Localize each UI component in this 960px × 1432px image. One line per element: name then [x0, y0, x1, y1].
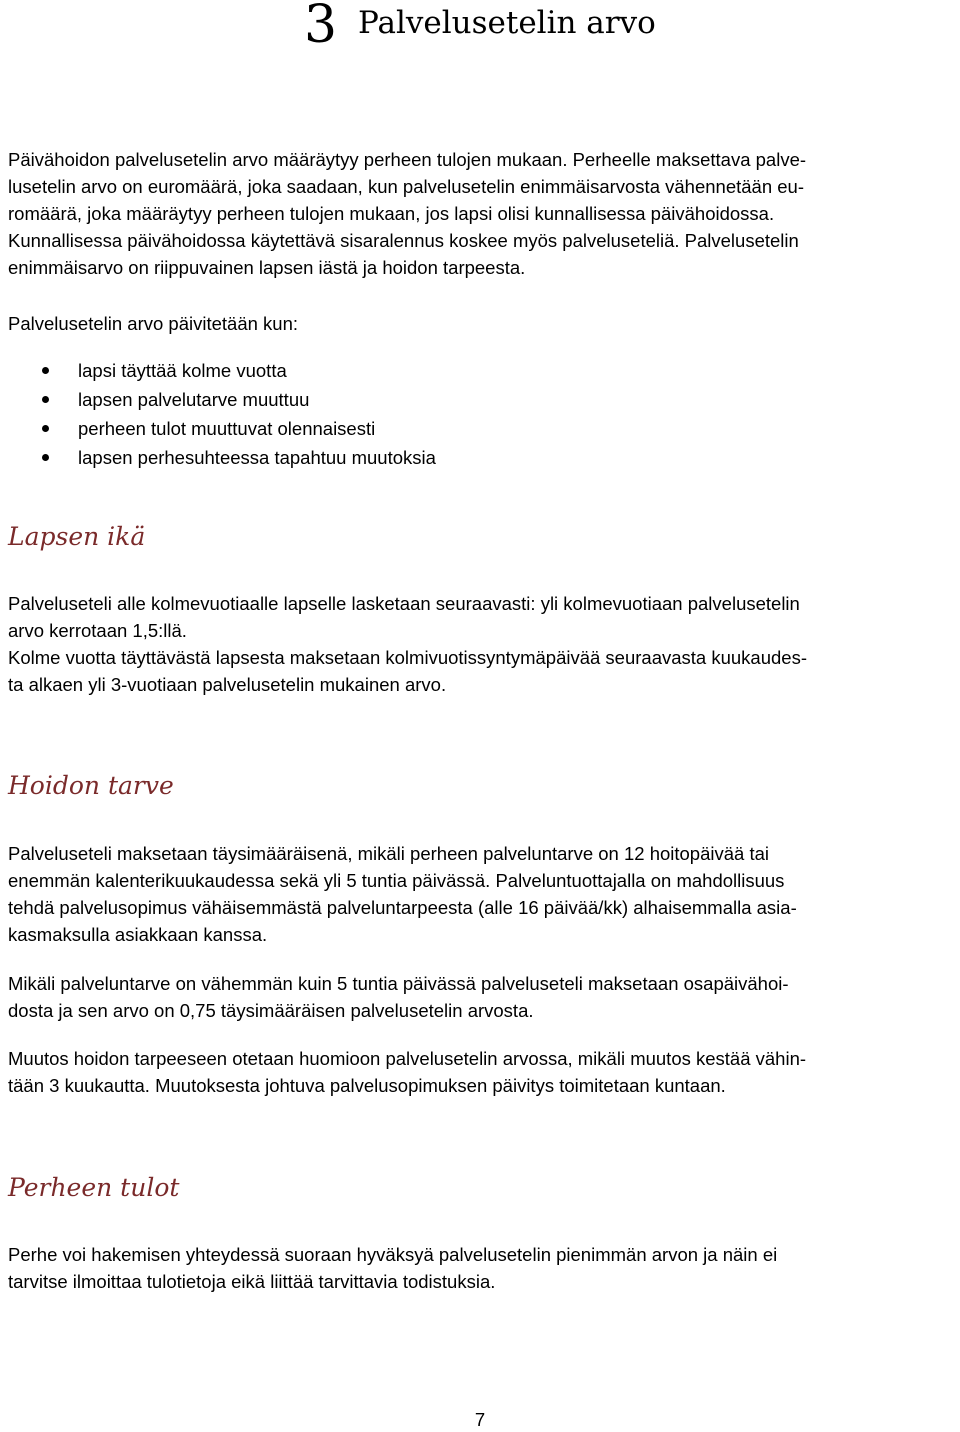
bullet-icon	[42, 396, 49, 403]
text-line: Palvelusetelin arvo päivitetään kun:	[8, 313, 299, 334]
update-lead-paragraph	[8, 310, 952, 337]
care-paragraph-1	[8, 840, 952, 948]
update-criteria-list	[8, 356, 436, 472]
bullet-icon	[42, 367, 49, 374]
text-line: enemmän kalenterikuukaudessa sekä yli 5 tuntia päivässä. Palveluntuottajalla on mahdollisuus	[8, 870, 785, 891]
list-item-text: lapsen perhesuhteessa tapahtuu muutoksia	[78, 447, 436, 468]
text-line: romäärä, joka määräytyy perheen tulojen mukaan, jos lapsi olisi kunnallisessa päivähoidossa.	[8, 203, 775, 224]
text-line: tarvitse ilmoittaa tulotietoja eikä liittää tarvittavia todistuksia.	[8, 1271, 496, 1292]
text-line: tehdä palvelusopimus vähäisemmästä palveluntarpeesta (alle 16 päivää/kk) alhaisemmalla asia-	[8, 897, 797, 918]
text-line: lusetelin arvo on euromäärä, joka saadaan, kun palvelusetelin enimmäisarvosta vähennetään eu-	[8, 176, 804, 197]
list-item-text: lapsi täyttää kolme vuotta	[78, 360, 287, 381]
bullet-icon	[42, 454, 49, 461]
income-paragraph	[8, 1241, 952, 1295]
text-line: Muutos hoidon tarpeeseen otetaan huomioon palvelusetelin arvossa, mikäli muutos kestää vähin-	[8, 1048, 807, 1069]
text-line: enimmäisarvo on riippuvainen lapsen iästä ja hoidon tarpeesta.	[8, 257, 526, 278]
care-paragraph-2	[8, 970, 952, 1024]
chapter-title: Palvelusetelin arvo	[358, 5, 656, 41]
list-item-text: lapsen palvelutarve muuttuu	[78, 389, 310, 410]
bullet-icon	[42, 425, 49, 432]
chapter-number: 3	[304, 0, 338, 55]
section-heading-income: Perheen tulot	[8, 1173, 180, 1202]
text-line: Päivähoidon palvelusetelin arvo määräytyy perheen tulojen mukaan. Perheelle maksettava palve-	[8, 149, 807, 170]
page-number: 7	[474, 1409, 486, 1430]
list-item	[8, 414, 436, 443]
intro-paragraph	[8, 146, 952, 281]
age-paragraph	[8, 590, 952, 698]
text-line: tään 3 kuukautta. Muutoksesta johtuva palvelusopimuksen päivitys toimitetaan kuntaan.	[8, 1075, 726, 1096]
section-heading-age: Lapsen ikä	[8, 522, 146, 551]
list-item	[8, 356, 436, 385]
text-line: kasmaksulla asiakkaan kanssa.	[8, 924, 268, 945]
text-line: arvo kerrotaan 1,5:llä.	[8, 620, 187, 641]
text-line: Mikäli palveluntarve on vähemmän kuin 5 tuntia päivässä palveluseteli maksetaan osapäivähoi-	[8, 973, 789, 994]
text-line: Perhe voi hakemisen yhteydessä suoraan hyväksyä palvelusetelin pienimmän arvon ja näin ei	[8, 1244, 778, 1265]
text-line: Kunnallisessa päivähoidossa käytettävä sisaralennus koskee myös palveluseteliä. Palvelusetelin	[8, 230, 799, 251]
text-line: Palveluseteli maksetaan täysimääräisenä, mikäli perheen palveluntarve on 12 hoitopäivää tai	[8, 843, 770, 864]
text-line: ta alkaen yli 3-vuotiaan palvelusetelin mukainen arvo.	[8, 674, 447, 695]
list-item	[8, 443, 436, 472]
care-paragraph-3	[8, 1045, 952, 1099]
list-item	[8, 385, 436, 414]
text-line: Palveluseteli alle kolmevuotiaalle lapselle lasketaan seuraavasti: yli kolmevuotiaan palvelusetelin	[8, 593, 800, 614]
section-heading-care: Hoidon tarve	[8, 771, 174, 800]
text-line: dosta ja sen arvo on 0,75 täysimääräisen palvelusetelin arvosta.	[8, 1000, 534, 1021]
text-line: Kolme vuotta täyttävästä lapsesta maksetaan kolmivuotissyntymäpäivää seuraavasta kuukaudes-	[8, 647, 807, 668]
list-item-text: perheen tulot muuttuvat olennaisesti	[78, 418, 376, 439]
